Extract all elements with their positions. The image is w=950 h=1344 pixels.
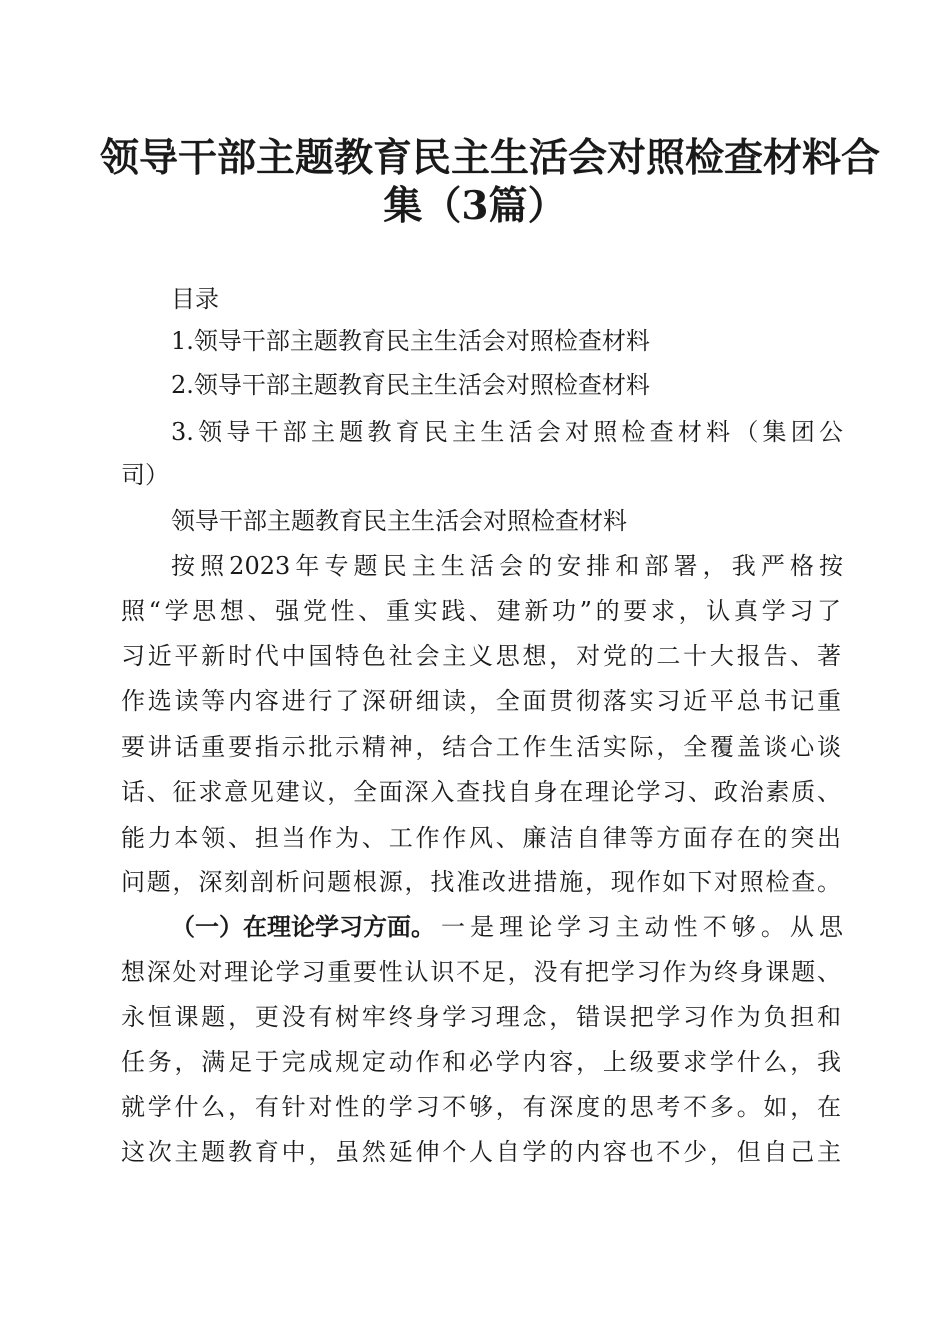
toc-heading: 目录 [171,285,219,313]
intro-line: 按照2023年专题民主生活会的安排和部署，我严格按 [171,552,843,580]
intro-line: 照“学思想、强党性、重实践、建新功”的要求，认真学习了 [121,597,841,625]
intro-line: 习近平新时代中国特色社会主义思想，对党的二十大报告、著 [121,642,841,670]
toc-item-1: 1.领导干部主题教育民主生活会对照检查材料 [171,327,650,355]
section-1-line: 就学什么，有针对性的学习不够，有深度的思考不多。如，在 [121,1093,841,1121]
intro-line: 话、征求意见建议，全面深入查找自身在理论学习、政治素质、 [121,778,841,806]
toc-item-2: 2.领导干部主题教育民主生活会对照检查材料 [171,371,650,399]
intro-line: 能力本领、担当作为、工作作风、廉洁自律等方面存在的突出 [121,824,841,852]
section-1-first-line-text: 一是理论学习主动性不够。从思 [441,913,843,941]
section-1-line: 这次主题教育中，虽然延伸个人自学的内容也不少，但自己主 [121,1138,841,1166]
section-1-line: 任务，满足于完成规定动作和必学内容，上级要求学什么，我 [121,1048,841,1076]
section-1-first-line [171,911,843,943]
section-title: 领导干部主题教育民主生活会对照检查材料 [171,507,627,535]
document-title-line-1: 领导干部主题教育民主生活会对照检查材料合 [100,135,881,181]
intro-line: 要讲话重要指示批示精神，结合工作生活实际，全覆盖谈心谈 [121,733,841,761]
intro-line: 问题，深刻剖析问题根源，找准改进措施，现作如下对照检查。 [121,868,841,896]
toc-item-3-continued: 司） [121,461,169,489]
section-1-line: 想深处对理论学习重要性认识不足，没有把学习作为终身课题、 [121,958,841,986]
section-1-heading: （一）在理论学习方面。 [171,912,435,941]
document-title-line-2: 集（3篇） [383,183,567,229]
toc-item-3: 3.领导干部主题教育民主生活会对照检查材料（集团公 [171,418,843,446]
intro-line: 作选读等内容进行了深研细读，全面贯彻落实习近平总书记重 [121,687,841,715]
section-1-line: 永恒课题，更没有树牢终身学习理念，错误把学习作为负担和 [121,1003,841,1031]
